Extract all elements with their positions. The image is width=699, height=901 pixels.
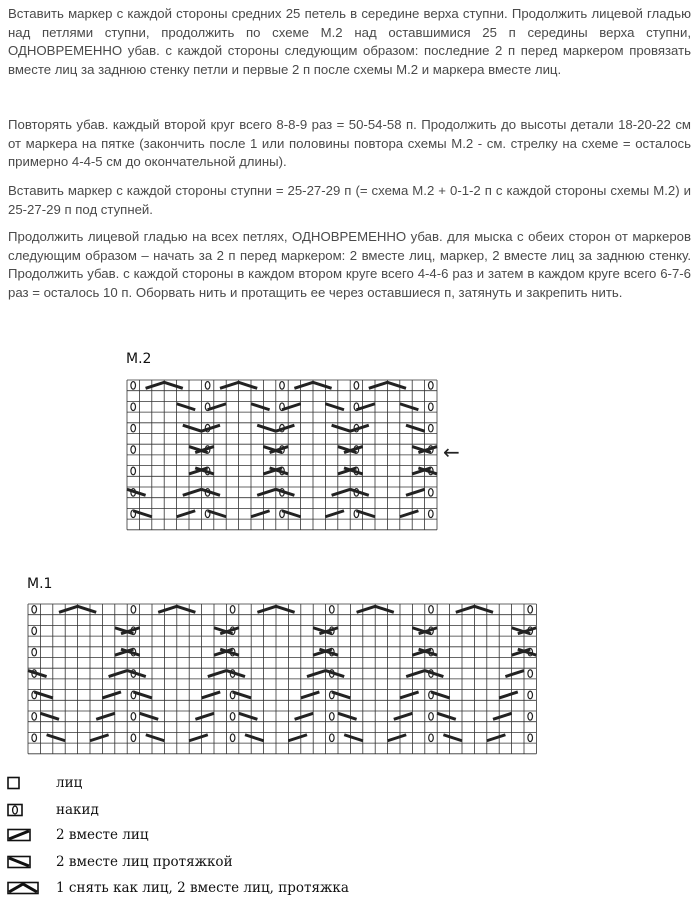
yarn-over-icon <box>429 489 434 497</box>
yarn-over-icon <box>528 606 533 614</box>
k2tog-tbl-icon <box>183 425 202 431</box>
k2tog-tbl-icon <box>28 671 47 677</box>
yarn-over-icon <box>131 424 136 432</box>
paragraph-1: Вставить маркер с каждой стороны средних 25 петель в середине верха ступни. Продолжить лицевой гладью над петлями ступни, продолжить по схеме М.2 над оставшимися 25 п середины верха ступни, ОДНОВРЕМЕННО убав. с каждой стороны следующим образом: последние 2 п перед маркером провязать вместе лиц за заднюю стенку петли и первые 2 п после схемы М.2 и маркера вместе лиц. <box>8 6 691 77</box>
k2tog-tbl-icon <box>239 713 258 719</box>
k2tog-icon <box>189 735 208 741</box>
chart-m2-title: М.2 <box>126 351 152 367</box>
yarn-over-icon <box>354 382 359 390</box>
k2tog-icon <box>493 713 512 719</box>
k2tog-icon <box>102 692 121 698</box>
legend-label: 1 снять как лиц, 2 вместе лиц, протяжка <box>56 880 349 896</box>
paragraph-2: Повторять убав. каждый второй круг всего 8-8-9 раз = 50-54-58 п. Продолжить до высоты детали 18-20-22 см от маркера на пятке (закончить после 1 или половины повтора схемы М.2 - см. стрелку на схеме = осталось примерно 4-4-5 см до окончательной длины). <box>8 117 691 169</box>
k2tog-icon <box>332 489 351 495</box>
yarn-over-icon <box>131 606 136 614</box>
yarn-over-icon <box>6 803 40 817</box>
k2tog-icon <box>325 511 344 517</box>
k2tog-tbl-icon <box>425 671 444 677</box>
legend-label: 2 вместе лиц протяжкой <box>56 854 233 870</box>
k2tog-icon <box>400 692 419 698</box>
yarn-over-icon <box>429 382 434 390</box>
k2tog-icon <box>295 713 314 719</box>
yarn-over-icon <box>32 713 37 721</box>
yarn-over-icon <box>230 713 235 721</box>
k2tog-icon <box>201 425 220 431</box>
k2tog-tbl-icon <box>177 404 196 410</box>
legend-item-k2tog <box>6 825 149 845</box>
legend-label: лиц <box>56 775 83 791</box>
k2tog-icon <box>499 692 518 698</box>
yarn-over-icon <box>230 734 235 742</box>
legend-item-yarn-over <box>6 800 99 820</box>
sl1-k2tog-psso-icon <box>6 881 40 895</box>
yarn-over-icon <box>131 403 136 411</box>
k2tog-tbl-icon <box>40 713 59 719</box>
k2tog-tbl-icon <box>443 735 462 741</box>
k2tog-icon <box>90 735 109 741</box>
k2tog-icon <box>177 511 196 517</box>
yarn-over-icon <box>429 713 434 721</box>
k2tog-icon <box>6 828 40 842</box>
yarn-over-icon <box>32 627 37 635</box>
yarn-over-icon <box>528 734 533 742</box>
k2tog-tbl-icon <box>437 713 456 719</box>
paragraph-3: Вставить маркер с каждой стороны ступни = 25-27-29 п (= схема М.2 + 0-1-2 п с каждой стороны схемы М.2) и 25-27-29 п под ступней. <box>8 183 691 217</box>
k2tog-tbl-icon <box>325 404 344 410</box>
legend-item-k2tog-tbl <box>6 852 233 872</box>
chart-m1-title: М.1 <box>27 576 53 592</box>
k2tog-icon <box>288 735 307 741</box>
yarn-over-icon <box>32 734 37 742</box>
yarn-over-icon <box>429 510 434 518</box>
k2tog-icon <box>96 713 115 719</box>
k2tog-icon <box>487 735 506 741</box>
yarn-over-icon <box>205 382 210 390</box>
knit-square-icon <box>6 776 40 790</box>
k2tog-icon <box>406 671 425 677</box>
legend-label: накид <box>56 802 99 818</box>
k2tog-tbl-icon <box>127 489 146 495</box>
k2tog-tbl-icon <box>6 855 40 869</box>
k2tog-icon <box>350 425 369 431</box>
k2tog-tbl-icon <box>406 425 425 431</box>
yarn-over-icon <box>131 713 136 721</box>
yarn-over-icon <box>280 382 285 390</box>
chart-m1-grid <box>27 603 538 755</box>
paragraph-4: Продолжить лицевой гладью на всех петлях, ОДНОВРЕМЕННО убав. для мыска с обеих сторон от маркеров следующим образом – начать за 2 п перед маркером: 2 вместе лиц, маркер, 2 вместе лиц за заднюю стенку. Продолжить убав. с каждой стороны в каждом втором круге всего 4-4-6 раз и затем в каждом круге всего 6-7-6 раз = осталось 10 п. Оборвать нить и протащить ее через оставшиеся п, затянуть и закрепить нить. <box>8 229 691 300</box>
k2tog-tbl-icon <box>276 489 295 495</box>
k2tog-tbl-icon <box>344 735 363 741</box>
k2tog-icon <box>251 511 270 517</box>
k2tog-icon <box>406 489 425 495</box>
k2tog-tbl-icon <box>350 489 369 495</box>
k2tog-tbl-icon <box>226 671 245 677</box>
k2tog-icon <box>208 671 227 677</box>
yarn-over-icon <box>429 424 434 432</box>
yarn-over-icon <box>230 606 235 614</box>
yarn-over-icon <box>330 713 335 721</box>
k2tog-tbl-icon <box>338 713 357 719</box>
yarn-over-icon <box>131 734 136 742</box>
yarn-over-icon <box>32 648 37 656</box>
yarn-over-icon <box>528 713 533 721</box>
legend-item-sl1-k2tog-psso <box>6 878 349 898</box>
row-arrow-icon: ← <box>443 440 460 464</box>
k2tog-tbl-icon <box>47 735 66 741</box>
k2tog-tbl-icon <box>245 735 264 741</box>
yarn-over-icon <box>131 446 136 454</box>
k2tog-icon <box>505 671 524 677</box>
k2tog-icon <box>257 489 276 495</box>
k2tog-icon <box>301 692 320 698</box>
yarn-over-icon <box>528 670 533 678</box>
k2tog-tbl-icon <box>140 713 159 719</box>
k2tog-icon <box>195 713 214 719</box>
yarn-over-icon <box>429 734 434 742</box>
yarn-over-icon <box>528 691 533 699</box>
k2tog-tbl-icon <box>326 671 345 677</box>
yarn-over-icon <box>429 606 434 614</box>
yarn-over-icon <box>330 606 335 614</box>
k2tog-tbl-icon <box>400 404 419 410</box>
legend-label: 2 вместе лиц <box>56 827 149 843</box>
yarn-over-icon <box>131 382 136 390</box>
k2tog-tbl-icon <box>251 404 270 410</box>
k2tog-icon <box>276 425 295 431</box>
yarn-over-icon <box>32 606 37 614</box>
k2tog-tbl-icon <box>201 489 220 495</box>
legend-item-knit <box>6 773 82 793</box>
k2tog-icon <box>202 692 221 698</box>
k2tog-tbl-icon <box>332 425 351 431</box>
k2tog-icon <box>307 671 326 677</box>
k2tog-tbl-icon <box>127 671 146 677</box>
k2tog-icon <box>400 511 419 517</box>
chart-m2-grid <box>126 379 438 531</box>
k2tog-tbl-icon <box>257 425 276 431</box>
yarn-over-icon <box>131 467 136 475</box>
yarn-over-icon <box>330 734 335 742</box>
k2tog-icon <box>388 735 407 741</box>
k2tog-icon <box>183 489 202 495</box>
yarn-over-icon <box>429 403 434 411</box>
k2tog-icon <box>394 713 413 719</box>
k2tog-icon <box>109 671 128 677</box>
k2tog-tbl-icon <box>146 735 165 741</box>
